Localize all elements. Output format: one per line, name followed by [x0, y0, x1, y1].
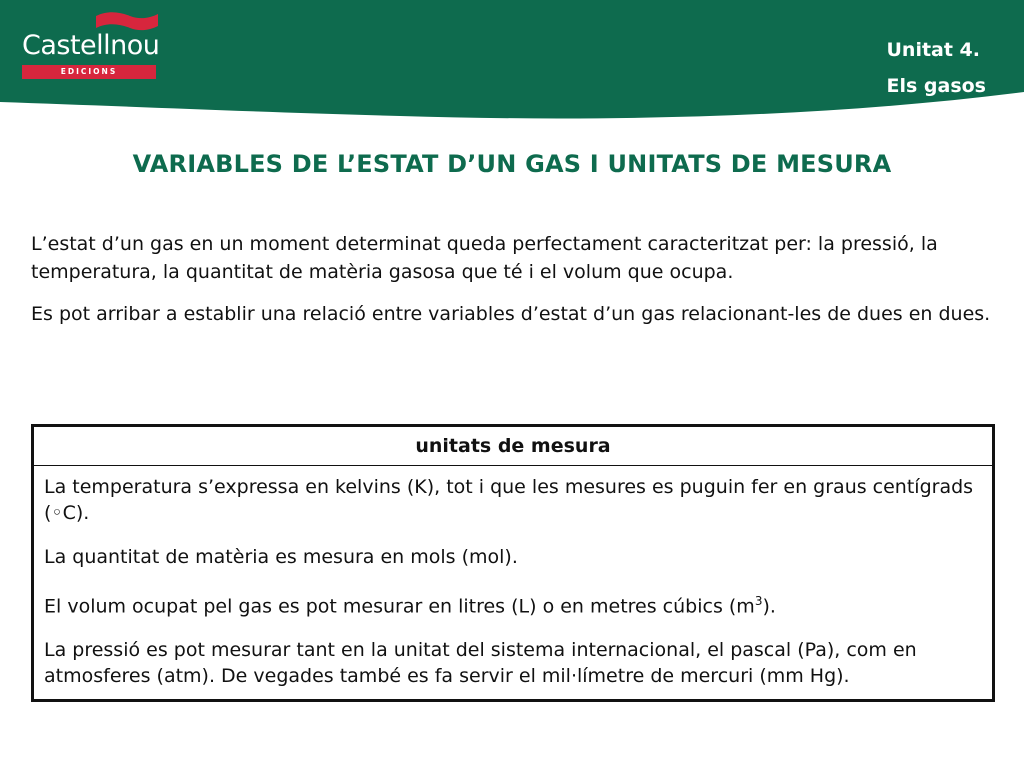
intro-paragraph-1: L’estat d’un gas en un moment determinat queda perfectament caracteritzat per: la pressió, la temperatura, la quantitat de matèria gasosa que té i el volum que ocupa.	[31, 233, 938, 283]
units-table-body	[34, 466, 992, 699]
volume-unit-text	[44, 588, 982, 619]
logo-subtitle: EDICIONS	[22, 65, 156, 79]
unit-number: Unitat 4.	[886, 39, 980, 61]
page-title: VARIABLES DE L’ESTAT D’UN GAS I UNITATS DE MESURA	[132, 150, 892, 178]
logo-name: Castellnou	[22, 30, 160, 61]
volume-unit-main: El volum ocupat pel gas es pot mesurar en litres (L) o en metres cúbics (m	[44, 595, 755, 618]
pressure-unit-text: La pressió es pot mesurar tant en la unitat del sistema internacional, el pascal (Pa), com en atmosferes (atm). De vegades també es fa servir el mil·límetre de mercuri (mm Hg).	[44, 639, 917, 688]
units-table-header: unitats de mesura	[34, 427, 992, 466]
volume-unit-end: ).	[762, 595, 776, 618]
temperature-unit-text: La temperatura s’expressa en kelvins (K), tot i que les mesures es puguin fer en graus centígrads (◦C).	[44, 476, 974, 524]
unit-name: Els gasos	[886, 75, 986, 97]
intro-text	[31, 230, 996, 342]
unit-title	[886, 32, 986, 104]
quantity-unit-text: La quantitat de matèria es mesura en mols (mol).	[44, 546, 518, 568]
units-table	[31, 424, 995, 702]
volume-unit-exponent: 3	[754, 594, 763, 608]
castellnou-logo	[22, 10, 160, 78]
intro-paragraph-2: Es pot arribar a establir una relació entre variables d’estat d’un gas relacionant-les de dues en dues.	[31, 303, 991, 325]
header-banner	[0, 0, 1024, 125]
